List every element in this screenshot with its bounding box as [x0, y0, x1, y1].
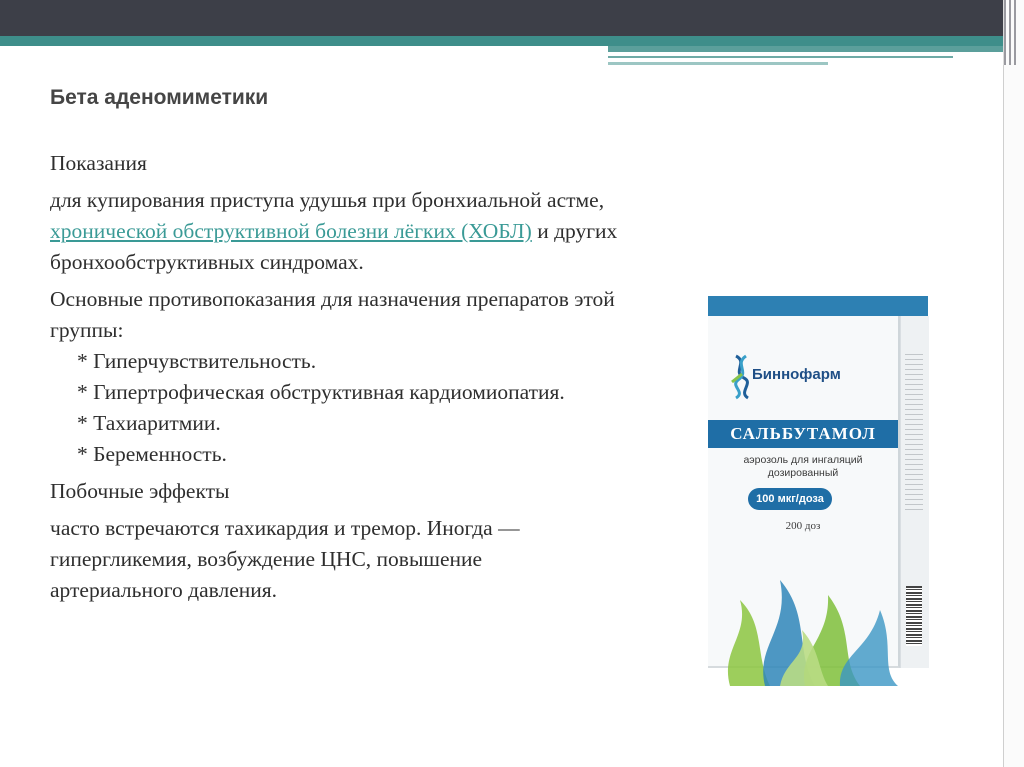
salbutamol-box-image: [708, 296, 928, 682]
contra-item: * Беременность.: [77, 442, 227, 466]
edge-divider: [1003, 65, 1004, 767]
indications-text: для купирования приступа удушья при бронхиальной астме,: [50, 188, 605, 212]
side-effects-text: часто встречаются тахикардия и тремор. Иногда — гипергликемия, возбуждение ЦНС, повышение артериального давления.: [50, 516, 520, 602]
indications-heading: Показания: [50, 151, 147, 175]
barcode: [906, 586, 922, 646]
edge-stripe: [1009, 0, 1011, 65]
accent-teal-bar: [608, 46, 1024, 52]
slide-content: [50, 148, 620, 612]
contraindications-heading: Основные противопоказания для назначения препаратов этой группы:: [50, 287, 615, 342]
box-front: [708, 316, 900, 668]
edge-stripe: [1014, 0, 1016, 65]
slide-title: Бета аденомиметики: [50, 86, 269, 109]
top-teal-bar: [0, 36, 1024, 46]
accent-thin-line: [608, 56, 953, 58]
form-line: дозированный: [767, 467, 839, 479]
contra-item: * Тахиаритмии.: [77, 411, 221, 435]
slide-right-edge: [1003, 0, 1024, 767]
flame-graphic: [710, 540, 898, 686]
box-lid: [708, 296, 928, 316]
contra-item: * Гиперчувствительность.: [77, 349, 317, 373]
edge-stripe: [1004, 0, 1006, 65]
dose-count: 200 доз: [785, 520, 821, 532]
product-form: [708, 454, 898, 480]
indications-paragraph: [50, 185, 620, 278]
indications-text-end: и других бронхообструктивных синдромах.: [50, 219, 618, 274]
side-effects-heading: Побочные эффекты: [50, 479, 230, 503]
accent-thin-line: [608, 62, 828, 65]
copd-link[interactable]: хронической обструктивной болезни лёгких (ХОБЛ): [50, 219, 532, 243]
box-side-text: [905, 354, 923, 514]
contraindications-paragraph: [50, 284, 620, 470]
top-dark-bar: [0, 0, 1024, 36]
brand-name: Биннофарм: [752, 366, 841, 383]
form-line: аэрозоль для ингаляций: [743, 454, 863, 466]
dose-badge: 100 мкг/доза: [748, 488, 832, 510]
product-name: САЛЬБУТАМОЛ: [730, 424, 876, 443]
contra-item: * Гипертрофическая обструктивная кардиомиопатия.: [77, 380, 565, 404]
